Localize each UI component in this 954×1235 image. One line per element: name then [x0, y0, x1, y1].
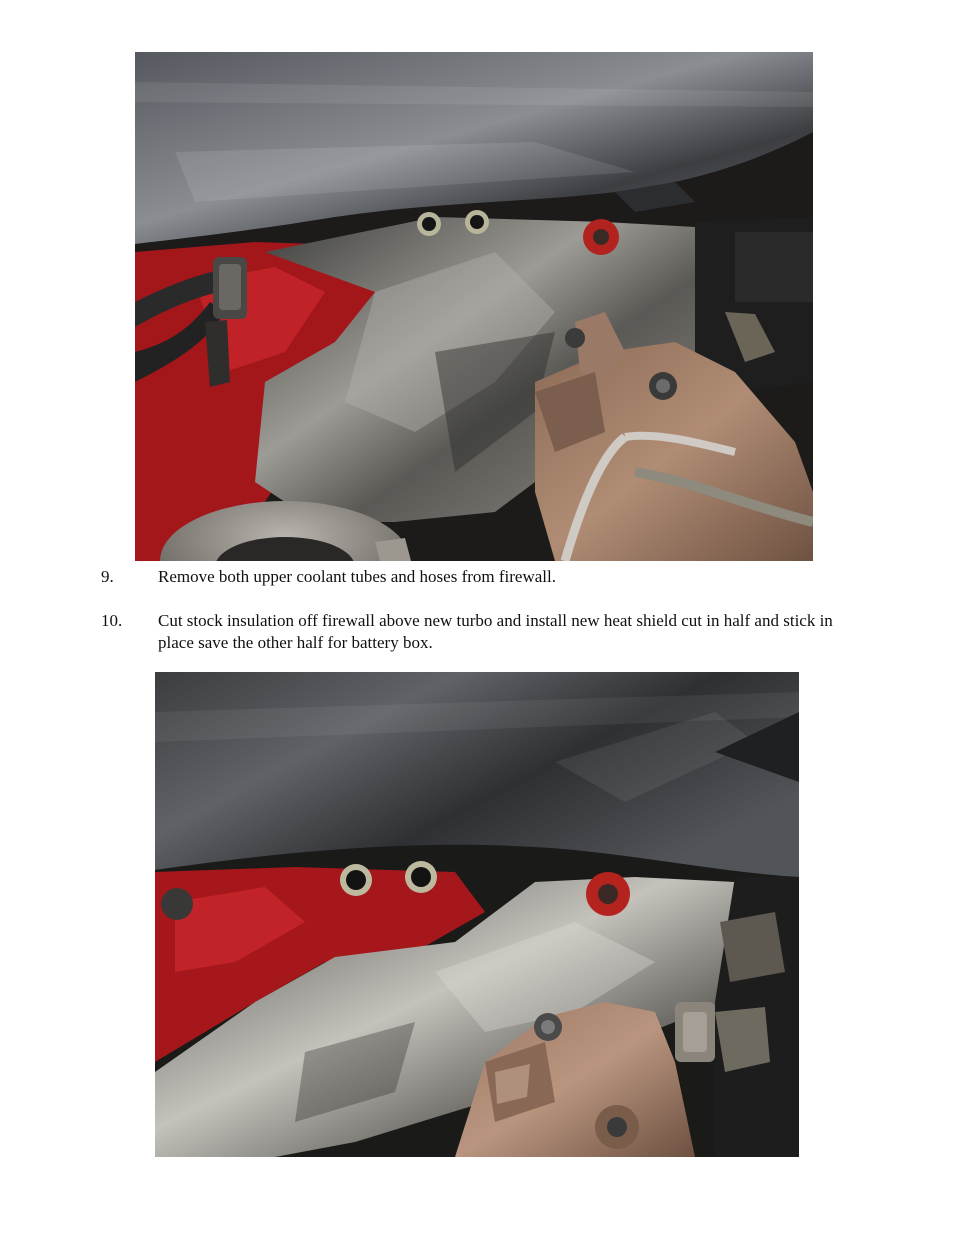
instruction-step-9 [101, 566, 861, 590]
step-text: Cut stock insulation off firewall above new turbo and install new heat shield cut in half and stick in place save the other half for battery box. [158, 611, 833, 652]
engine-bay-photo-after-image [155, 672, 799, 1157]
engine-bay-photo-after [155, 672, 799, 1157]
step-text: Remove both upper coolant tubes and hoses from firewall. [158, 567, 556, 586]
engine-bay-photo-before-image [135, 52, 813, 561]
step-number: 9. [101, 567, 114, 586]
instruction-step-10 [101, 610, 861, 658]
engine-bay-photo-before [135, 52, 813, 561]
step-number: 10. [101, 611, 123, 630]
